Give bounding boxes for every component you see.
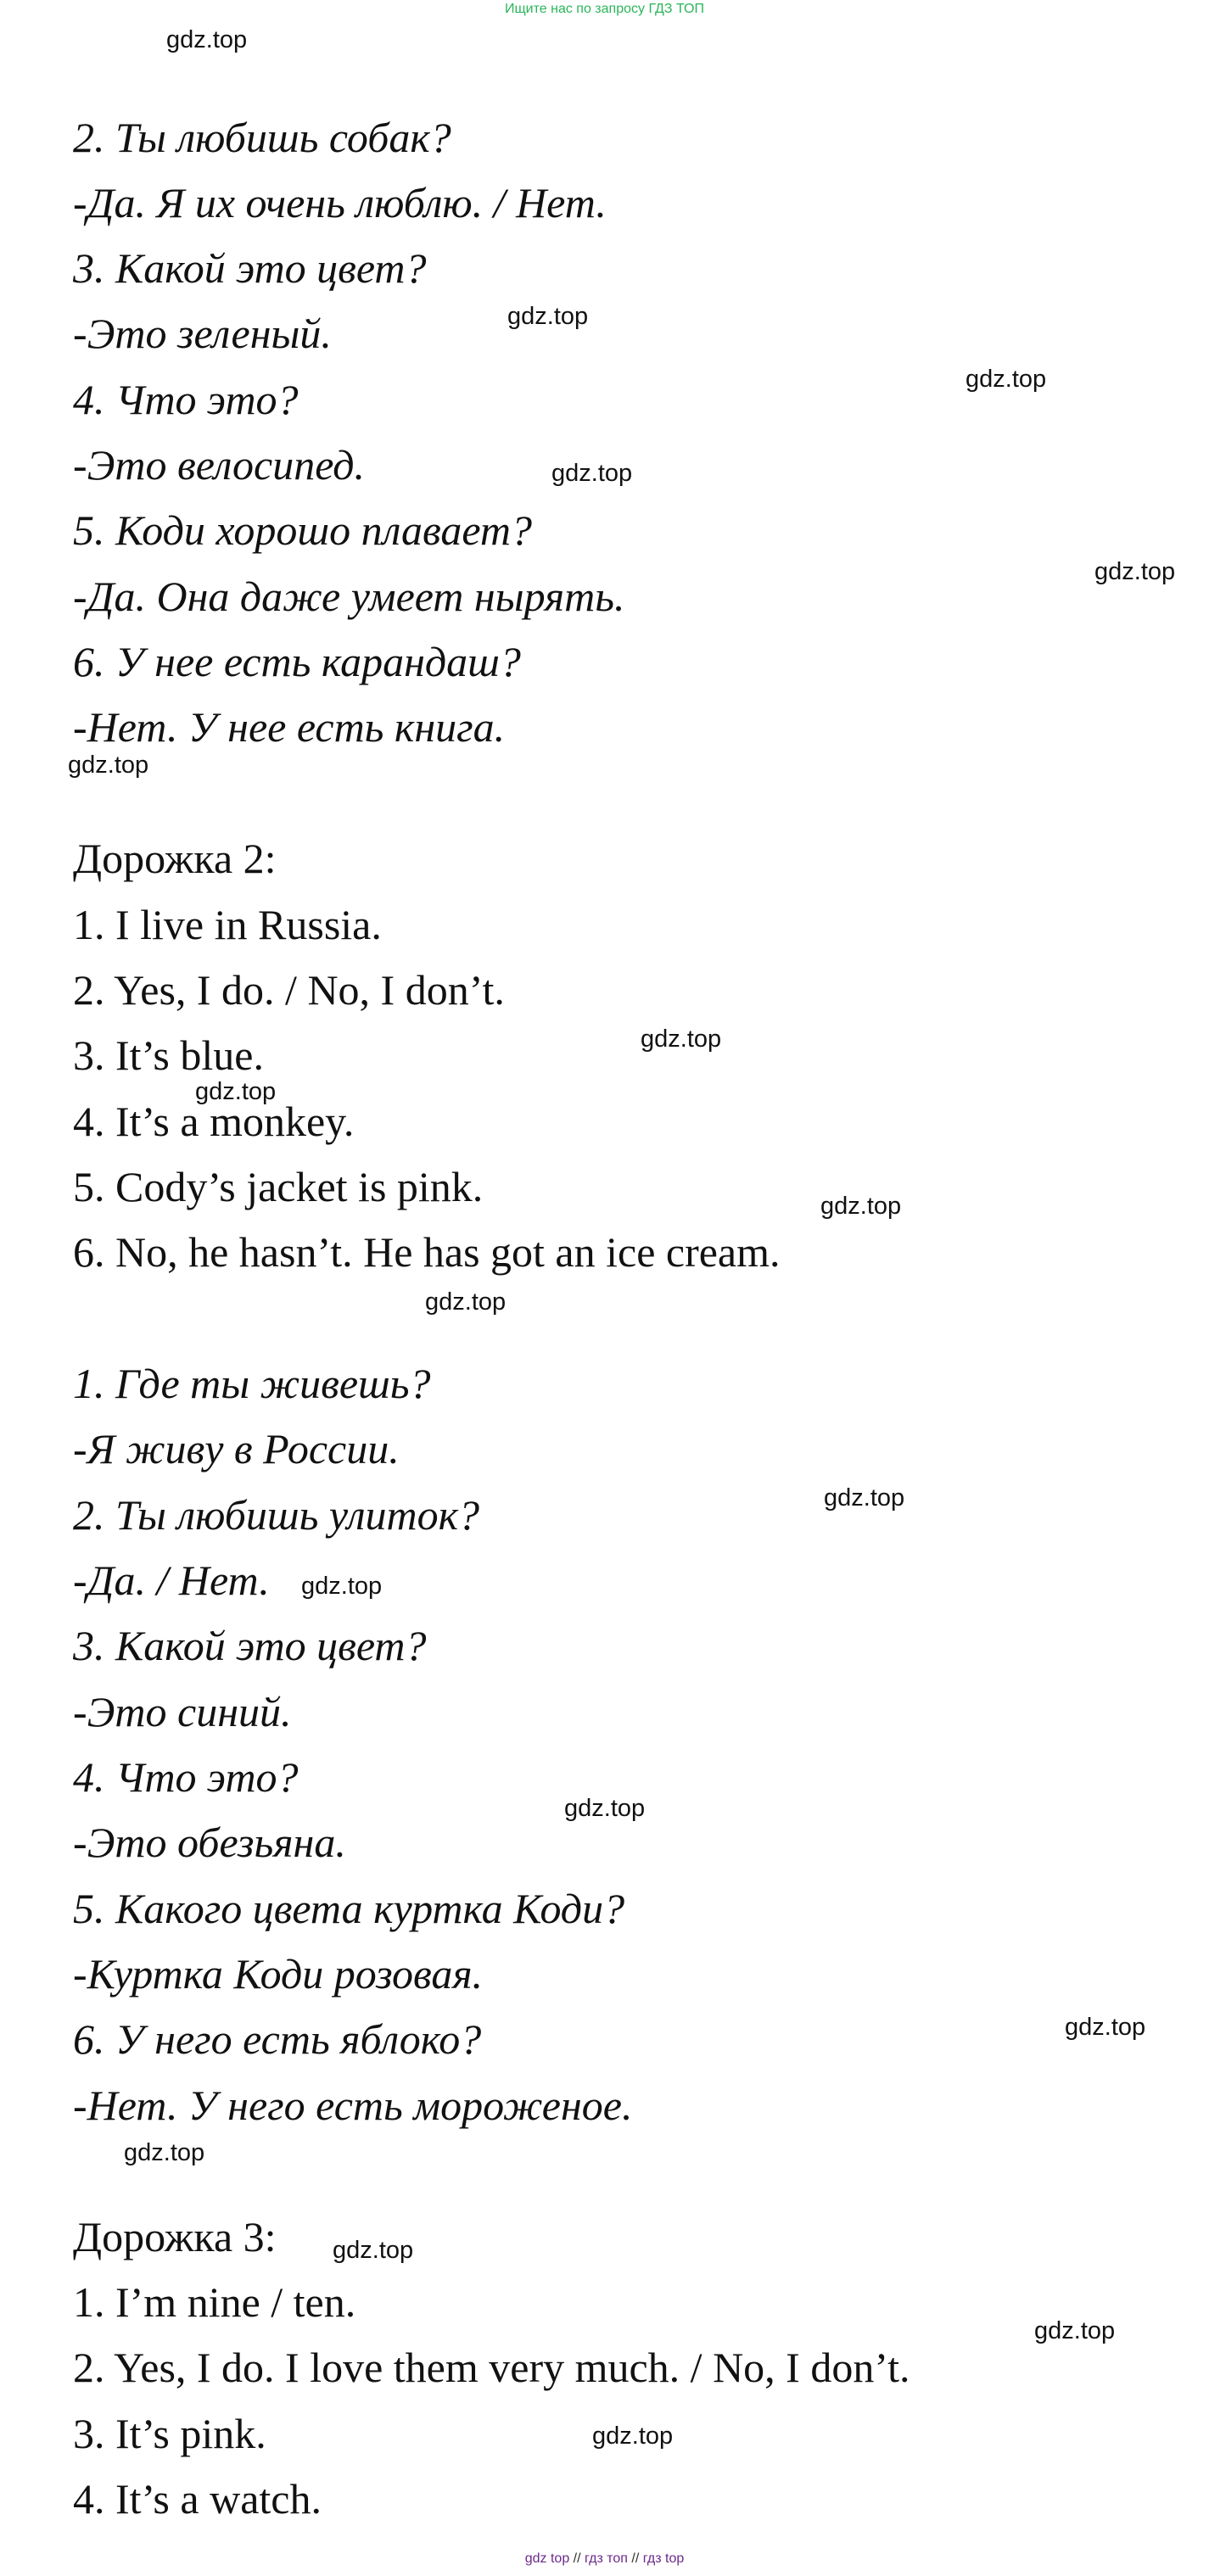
watermark: gdz.top — [166, 26, 248, 53]
footer-separator: // — [631, 2551, 640, 2566]
watermark: gdz.top — [824, 1484, 905, 1512]
answer-line: 3. Какой это цвет? — [73, 244, 427, 292]
watermark: gdz.top — [333, 2237, 414, 2264]
answer-line: 2. Yes, I do. / No, I don’t. — [73, 966, 505, 1014]
answer-line: -Нет. У него есть мороженое. — [73, 2081, 633, 2129]
watermark: gdz.top — [1094, 558, 1176, 585]
answer-line: 1. I’m nine / ten. — [73, 2278, 356, 2326]
footer-link[interactable]: гдз top — [642, 2551, 685, 2566]
answer-line: 2. Ты любишь улиток? — [73, 1491, 480, 1539]
answer-line: -Нет. У нее есть книга. — [73, 703, 506, 751]
answer-line: -Да. Она даже умеет нырять. — [73, 573, 625, 620]
answer-line: 4. Что это? — [73, 376, 299, 423]
answer-line: -Это синий. — [73, 1688, 292, 1735]
footer-separator: // — [573, 2551, 581, 2566]
footer-link[interactable]: gdz top — [524, 2551, 570, 2566]
watermark: gdz.top — [564, 1795, 646, 1822]
answer-line: 1. I live in Russia. — [73, 901, 382, 948]
answer-line: 3. It’s pink. — [73, 2410, 266, 2457]
answer-line: -Я живу в России. — [73, 1425, 400, 1472]
answer-line: 6. No, he hasn’t. He has got an ice cream. — [73, 1228, 781, 1276]
answer-line: -Это велосипед. — [73, 441, 365, 489]
answer-line: 3. It’s blue. — [73, 1031, 264, 1079]
watermark: gdz.top — [820, 1193, 902, 1220]
answer-line: 2. Ты любишь собак? — [73, 114, 451, 161]
answer-line: 4. Что это? — [73, 1753, 299, 1801]
answer-line: 6. У нее есть карандаш? — [73, 638, 521, 685]
answer-line: 5. Какого цвета куртка Коди? — [73, 1885, 625, 1932]
section-heading: Дорожка 3: — [73, 2213, 277, 2260]
watermark: gdz.top — [425, 1288, 507, 1316]
answer-line: 4. It’s a monkey. — [73, 1098, 355, 1145]
watermark: gdz.top — [592, 2422, 674, 2450]
footer-link[interactable]: гдз топ — [585, 2551, 628, 2566]
answer-line: 5. Коди хорошо плавает? — [73, 506, 533, 554]
answer-line: 1. Где ты живешь? — [73, 1360, 431, 1407]
answer-line: -Это обезьяна. — [73, 1819, 346, 1866]
footer-links — [0, 2550, 1209, 2568]
watermark: gdz.top — [551, 460, 633, 487]
watermark: gdz.top — [1034, 2317, 1116, 2344]
section-heading: Дорожка 2: — [73, 835, 277, 882]
answer-line: -Да. / Нет. — [73, 1556, 270, 1604]
answer-line: 6. У него есть яблоко? — [73, 2015, 482, 2063]
answer-line: -Куртка Коди розовая. — [73, 1950, 484, 1998]
answer-line: 5. Cody’s jacket is pink. — [73, 1163, 484, 1210]
watermark: gdz.top — [195, 1078, 277, 1105]
watermark: gdz.top — [507, 303, 589, 330]
answer-line: 2. Yes, I do. I love them very much. / No, I don’t. — [73, 2344, 910, 2391]
watermark: gdz.top — [124, 2139, 205, 2166]
watermark: gdz.top — [966, 366, 1047, 393]
watermark: gdz.top — [641, 1025, 722, 1053]
watermark: gdz.top — [68, 752, 149, 779]
answer-line: -Да. Я их очень люблю. / Нет. — [73, 179, 607, 226]
answer-line: 4. It’s a watch. — [73, 2475, 322, 2523]
answer-line: 3. Какой это цвет? — [73, 1622, 427, 1669]
search-banner: Ищите нас по запросу ГДЗ ТОП — [505, 2, 704, 16]
watermark: gdz.top — [301, 1573, 383, 1600]
answer-line: -Это зеленый. — [73, 310, 332, 357]
watermark: gdz.top — [1065, 2014, 1146, 2041]
